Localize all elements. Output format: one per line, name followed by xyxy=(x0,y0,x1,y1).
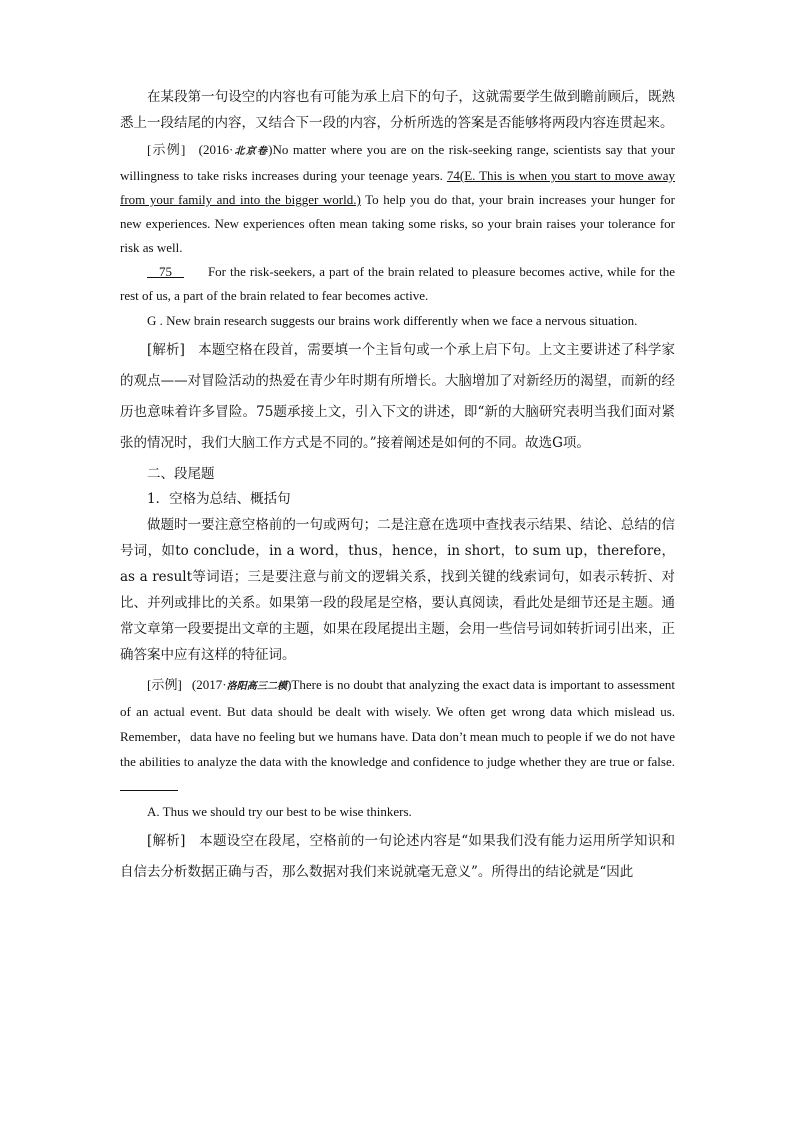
analysis-label: [解析] xyxy=(147,342,185,358)
example-answer: 74(E. This is when you start to move away from your family and into the bigger world.) xyxy=(120,168,676,207)
section-body: 做题时一要注意空格前的一句或两句；二是注意在选项中查找表示结果、结论、总结的信号词，如to conclude，in a word，thus，hence，in short，to sum up，therefore，as a result等词语；三是要注意与前文的逻辑关系，找到关键的线索词句，如表示转折、对比、并列或排比的关系。如果第一段的段尾是空格，要认真阅读，看此处是细节还是主题。通常文章第一段要提出文章的主题，如果在段尾提出主题，会用一些信号词如转折词引出来，正确答案中应有这样的特征词。 xyxy=(120,517,675,663)
example-year: (2017· xyxy=(191,677,227,692)
analysis-2 xyxy=(120,826,675,888)
intro-paragraph: 在某段第一句设空的内容也有可能为承上启下的句子，这就需要学生做到瞻前顾后，既熟悉上一段结尾的内容，又结合下一段的内容，分析所选的答案是否能够将两段内容连贯起来。 xyxy=(120,89,675,131)
blank-75: 75 xyxy=(158,264,172,279)
example-2 xyxy=(120,672,675,799)
example-1 xyxy=(120,138,675,260)
example-text-continued: To help you do that, your brain increases your hunger for new experiences. New experiences often mean taking some risks, so your brain raises your tolerance for risk as well. xyxy=(120,192,675,255)
example-label: [示例] xyxy=(147,142,186,157)
analysis-label: [解析] xyxy=(147,833,186,849)
analysis-text: 本题空格在段首，需要填一个主旨句或一个承上启下句。上文主要讲述了科学家的观点——对冒险活动的热爱在青少年时期有所增长。大脑增加了对新经历的渴望，而新的经历也意味着许多冒险。75题承接上文，引入下文的讲述，即“新的大脑研究表明当我们面对紧张的情况时，我们大脑工作方式是不同的。”接着阐述是如何的不同。故选G项。 xyxy=(120,342,676,451)
example-1-option: G . New brain research suggests our brains work differently when we face a nervous situation. xyxy=(147,313,638,328)
example-source: 北京卷 xyxy=(233,146,269,157)
answer-blank xyxy=(120,778,178,791)
document-page xyxy=(120,84,675,888)
subsection-heading: 1．空格为总结、概括句 xyxy=(147,491,291,507)
example-label: [示例] xyxy=(147,677,182,692)
example-2-option: A. Thus we should try our best to be wise thinkers. xyxy=(147,804,412,819)
example-text-paragraph-2: For the risk-seekers, a part of the brain related to pleasure becomes active, while for the rest of us, a part of the brain related to fear becomes active. xyxy=(120,264,676,303)
example-text: )There is no doubt that analyzing the exact data is important to assessment of an actual event. But data should be dealt with wisely. We often get wrong data which mislead us. Remember，data have no feeling but we humans have. Data don’t mean much to people if we do not have the abilities to analyze the data with the knowledge and confidence to judge whether they are true or false. xyxy=(120,677,675,769)
example-text: )No matter where you are on the risk-seeking range, scientists say that your willingness to take risks increases during your teenage years. xyxy=(120,142,676,183)
section-heading: 二、段尾题 xyxy=(147,466,215,482)
analysis-text: 本题设空在段尾，空格前的一句论述内容是“如果我们没有能力运用所学知识和自信去分析数据正确与否，那么数据对我们来说就毫无意义”。所得出的结论就是“因此 xyxy=(120,833,675,880)
example-year: (2016· xyxy=(198,142,234,157)
example-1-blank-paragraph xyxy=(120,260,675,308)
analysis-1 xyxy=(120,335,675,459)
example-source: 洛阳高三二模 xyxy=(226,681,288,692)
